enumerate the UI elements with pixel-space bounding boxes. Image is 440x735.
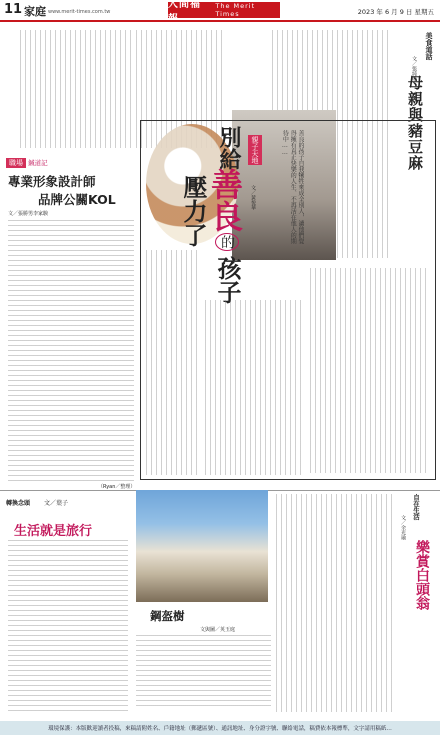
feature-body-middle (205, 300, 305, 475)
travel-tag-label: 轉換念頭 (6, 500, 31, 507)
column-author: 文／張純瑛 (411, 56, 417, 81)
tree-body (136, 635, 271, 710)
header-rule (0, 20, 440, 22)
footer-text: 環境保護：本版歡迎讀者投稿，來稿請附姓名、戶籍地址（郵遞區號）、通訊地址、身分證字號、聯絡電話，稿費依本報標準，文字請用稿紙… (48, 726, 392, 732)
feature-kicker-label: 親子天地 (248, 135, 262, 165)
feature-body-right (310, 268, 430, 473)
left-article-title-1: 專業形象設計師 (8, 174, 96, 189)
feature-title-2: 的 (215, 233, 239, 251)
footer-bar (0, 721, 440, 735)
feature-title-1: 別給 (216, 126, 241, 170)
travel-tag (6, 498, 68, 507)
issue-date: 2023 年 6 月 9 日 星期五 (357, 8, 434, 16)
left-article-body (8, 220, 134, 482)
feature-author: 文／黃悦華 (250, 185, 256, 210)
travel-author: 文／葉子 (43, 500, 68, 507)
newspaper-name: 人間福 (168, 0, 201, 10)
tree-photo (136, 490, 268, 602)
left-article-tag-label: 職場 (6, 158, 26, 168)
left-article-tag (6, 158, 48, 168)
right-bottom-body (276, 494, 396, 712)
tree-title: 鋼盔樹 (150, 609, 185, 623)
left-article-signoff: （Ryan／整理） (98, 484, 136, 490)
page-number: 11 (4, 2, 23, 17)
feature-body-left (146, 250, 201, 475)
feature-lead: 善良的孩子自我犧牲來成全別人，讓他們覺得擁有真正快樂的人生、不再活在他人的期待中…… (281, 130, 304, 244)
column-label: 美食道話 (425, 32, 433, 60)
feature-title-highlight: 善良 (206, 168, 244, 232)
website-url[interactable]: www.merit-times.com.tw (48, 9, 111, 15)
right-bottom-title: 樂賞白頭翁 (414, 540, 430, 610)
newspaper-logo (168, 2, 280, 18)
left-article-tag-2: 鍼道記 (28, 159, 48, 167)
travel-body (8, 540, 128, 712)
right-bottom-tag: 自在生活 (412, 494, 420, 520)
article-title-top-right: 母親與豬豆麻 (406, 75, 424, 171)
feature-title-4: 壓力了 (179, 175, 207, 247)
body-text-top-left (20, 30, 132, 148)
left-article-author: 文／張勝男李家駿 (8, 211, 49, 217)
newspaper-name-en: The Merit Times (215, 2, 256, 18)
left-article-title-2: 品牌公關KOL (38, 192, 116, 207)
right-bottom-author: 文／余光瑜 (400, 515, 406, 540)
feature-kicker (250, 135, 260, 165)
section-name: 家庭 (24, 5, 46, 18)
tree-credit: 文與圖／英玉庭 (200, 627, 236, 633)
travel-title: 生活就是旅行 (14, 524, 93, 539)
feature-title-3: 孩子 (213, 256, 241, 304)
